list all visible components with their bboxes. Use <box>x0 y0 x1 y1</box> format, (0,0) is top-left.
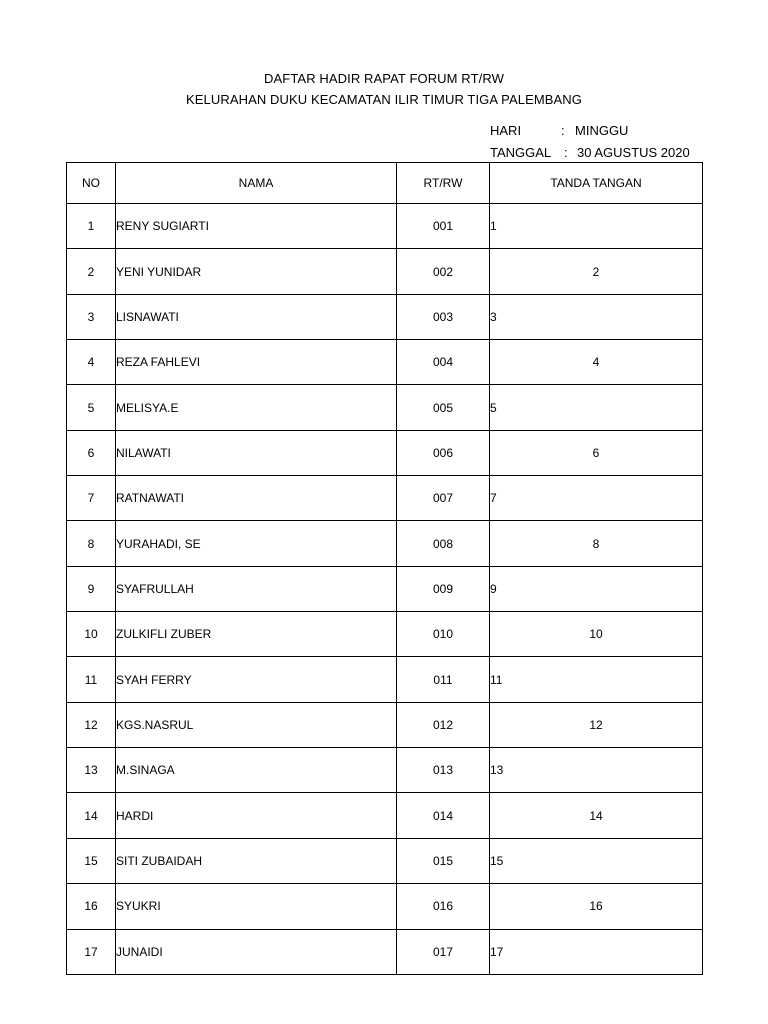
cell-rtrw: 011 <box>397 657 490 702</box>
hari-separator: : <box>561 123 565 138</box>
table-row <box>67 793 703 838</box>
cell-no: 13 <box>67 748 116 793</box>
cell-no: 15 <box>67 838 116 883</box>
cell-rtrw: 015 <box>397 838 490 883</box>
cell-tanda-tangan: 11 <box>490 657 703 702</box>
cell-no: 8 <box>67 521 116 566</box>
cell-no: 6 <box>67 430 116 475</box>
cell-rtrw: 010 <box>397 612 490 657</box>
cell-tanda-tangan: 5 <box>490 385 703 430</box>
cell-no: 10 <box>67 612 116 657</box>
cell-rtrw: 014 <box>397 793 490 838</box>
cell-tanda-tangan: 10 <box>490 612 703 657</box>
header-no: NO <box>67 163 116 204</box>
table-row <box>67 204 703 249</box>
table-row <box>67 430 703 475</box>
header-tanda-tangan: TANDA TANGAN <box>490 163 703 204</box>
table-row <box>67 294 703 339</box>
table-row <box>67 748 703 793</box>
cell-tanda-tangan: 16 <box>490 884 703 929</box>
table-row <box>67 884 703 929</box>
cell-nama: YENI YUNIDAR <box>116 249 397 294</box>
cell-tanda-tangan: 8 <box>490 521 703 566</box>
table-row <box>67 838 703 883</box>
cell-no: 5 <box>67 385 116 430</box>
cell-rtrw: 006 <box>397 430 490 475</box>
cell-nama: SITI ZUBAIDAH <box>116 838 397 883</box>
cell-nama: SYUKRI <box>116 884 397 929</box>
cell-tanda-tangan: 17 <box>490 929 703 974</box>
cell-tanda-tangan: 2 <box>490 249 703 294</box>
cell-tanda-tangan: 9 <box>490 566 703 611</box>
tanggal-label: TANGGAL <box>490 145 552 160</box>
table-row <box>67 929 703 974</box>
table-row <box>67 702 703 747</box>
table-row <box>67 657 703 702</box>
cell-tanda-tangan: 12 <box>490 702 703 747</box>
cell-tanda-tangan: 13 <box>490 748 703 793</box>
header-rtrw: RT/RW <box>397 163 490 204</box>
table-header-row <box>67 163 703 204</box>
cell-tanda-tangan: 7 <box>490 476 703 521</box>
cell-rtrw: 007 <box>397 476 490 521</box>
table-row <box>67 249 703 294</box>
cell-tanda-tangan: 6 <box>490 430 703 475</box>
document-subtitle: KELURAHAN DUKU KECAMATAN ILIR TIMUR TIGA PALEMBANG <box>185 92 583 107</box>
cell-rtrw: 005 <box>397 385 490 430</box>
cell-rtrw: 003 <box>397 294 490 339</box>
cell-tanda-tangan: 15 <box>490 838 703 883</box>
cell-no: 17 <box>67 929 116 974</box>
table-row <box>67 385 703 430</box>
document-title: DAFTAR HADIR RAPAT FORUM RT/RW <box>264 71 504 86</box>
attendance-table <box>66 162 703 975</box>
cell-rtrw: 004 <box>397 340 490 385</box>
cell-nama: YURAHADI, SE <box>116 521 397 566</box>
cell-no: 16 <box>67 884 116 929</box>
tanggal-separator: : <box>564 145 568 160</box>
cell-nama: RENY SUGIARTI <box>116 204 397 249</box>
cell-rtrw: 009 <box>397 566 490 611</box>
cell-no: 12 <box>67 702 116 747</box>
cell-nama: M.SINAGA <box>116 748 397 793</box>
cell-no: 9 <box>67 566 116 611</box>
cell-nama: SYAFRULLAH <box>116 566 397 611</box>
cell-tanda-tangan: 4 <box>490 340 703 385</box>
cell-nama: ZULKIFLI ZUBER <box>116 612 397 657</box>
cell-nama: LISNAWATI <box>116 294 397 339</box>
cell-no: 1 <box>67 204 116 249</box>
cell-no: 4 <box>67 340 116 385</box>
cell-rtrw: 002 <box>397 249 490 294</box>
cell-rtrw: 008 <box>397 521 490 566</box>
cell-rtrw: 012 <box>397 702 490 747</box>
cell-nama: RATNAWATI <box>116 476 397 521</box>
cell-no: 14 <box>67 793 116 838</box>
cell-nama: NILAWATI <box>116 430 397 475</box>
cell-rtrw: 017 <box>397 929 490 974</box>
cell-nama: HARDI <box>116 793 397 838</box>
cell-tanda-tangan: 14 <box>490 793 703 838</box>
cell-nama: MELISYA.E <box>116 385 397 430</box>
cell-no: 11 <box>67 657 116 702</box>
cell-tanda-tangan: 3 <box>490 294 703 339</box>
tanggal-value: 30 AGUSTUS 2020 <box>577 145 690 160</box>
table-row <box>67 566 703 611</box>
table-row <box>67 340 703 385</box>
header-nama: NAMA <box>116 163 397 204</box>
cell-rtrw: 001 <box>397 204 490 249</box>
cell-nama: JUNAIDI <box>116 929 397 974</box>
cell-no: 7 <box>67 476 116 521</box>
cell-no: 2 <box>67 249 116 294</box>
cell-rtrw: 013 <box>397 748 490 793</box>
table-row <box>67 476 703 521</box>
table-row <box>67 521 703 566</box>
cell-no: 3 <box>67 294 116 339</box>
cell-nama: SYAH FERRY <box>116 657 397 702</box>
table-row <box>67 612 703 657</box>
cell-rtrw: 016 <box>397 884 490 929</box>
cell-nama: KGS.NASRUL <box>116 702 397 747</box>
hari-value: MINGGU <box>575 123 629 138</box>
hari-label: HARI <box>490 123 522 138</box>
cell-nama: REZA FAHLEVI <box>116 340 397 385</box>
cell-tanda-tangan: 1 <box>490 204 703 249</box>
